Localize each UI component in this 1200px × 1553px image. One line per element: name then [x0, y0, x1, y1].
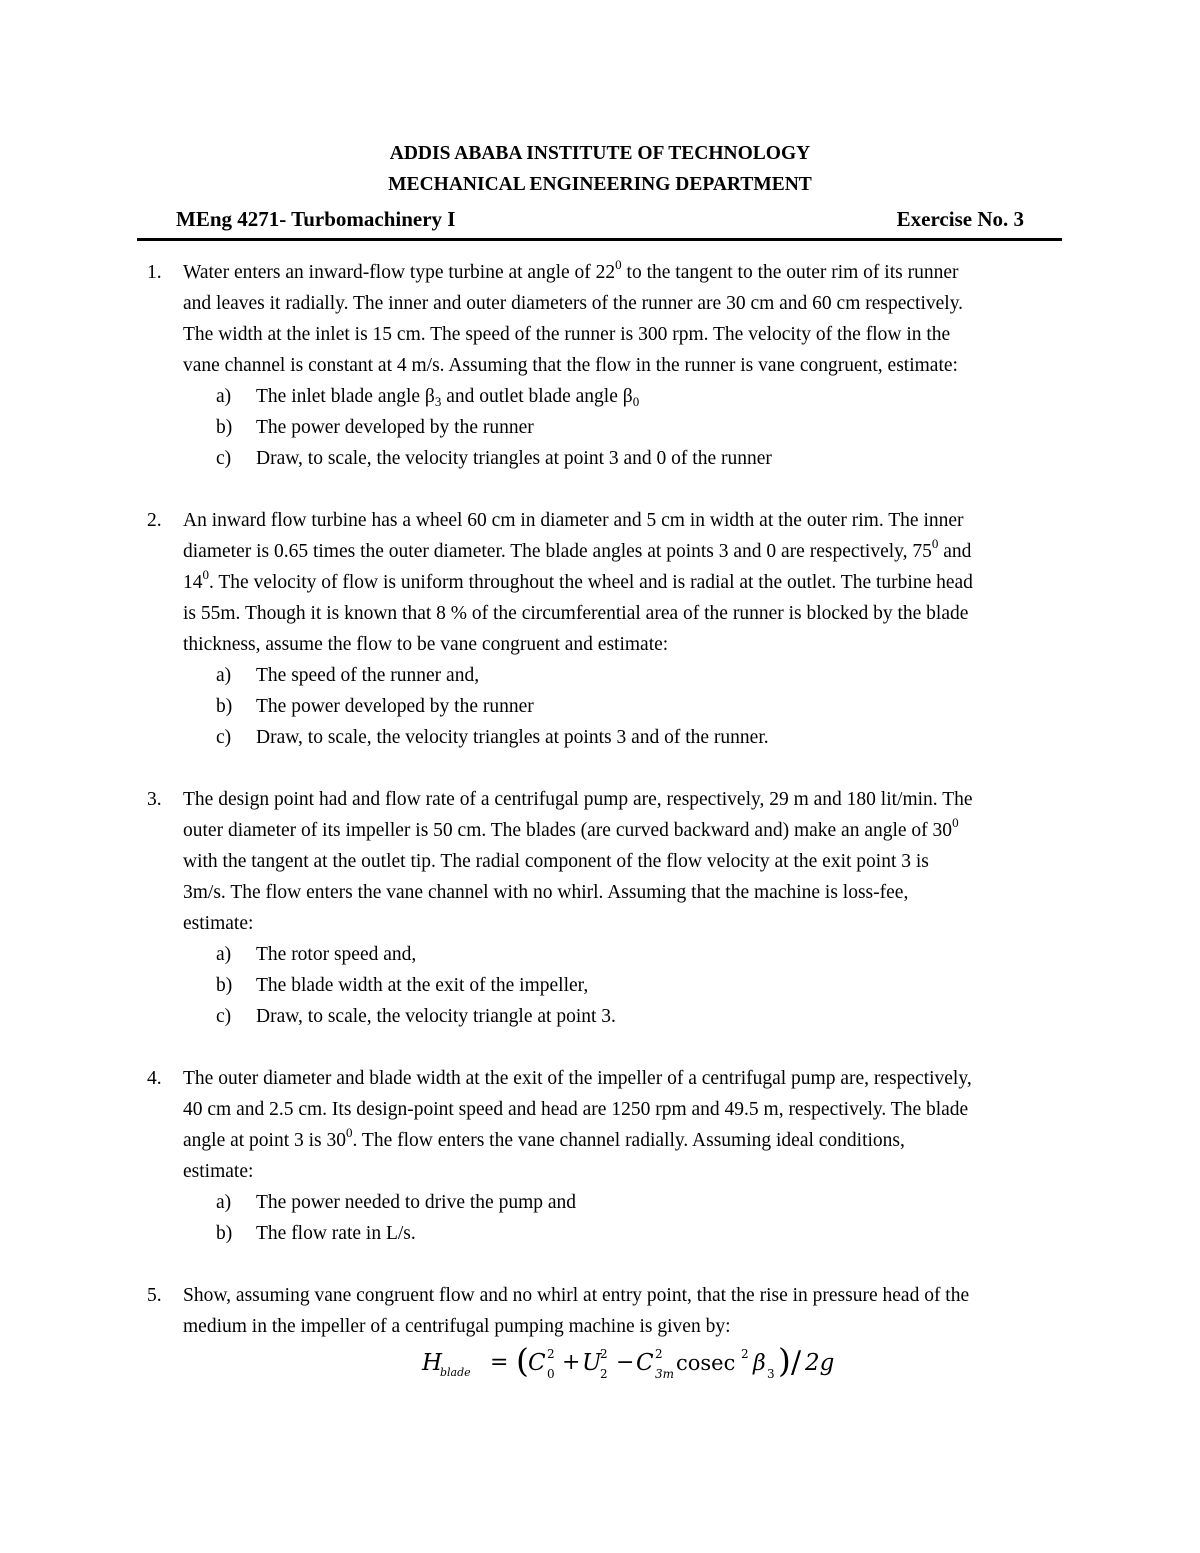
formula-cosec: cosec — [676, 1351, 736, 1375]
question-line: estimate: — [183, 913, 254, 934]
formula-beta: β — [753, 1351, 766, 1376]
formula-plus: + — [562, 1350, 581, 1375]
question-text — [183, 784, 1063, 939]
question-line: vane channel is constant at 4 m/s. Assuming that the flow in the runner is vane congruent, estimate: — [183, 355, 958, 376]
question-line: estimate: — [183, 1161, 254, 1182]
question-line: is 55m. Though it is known that 8 % of the circumferential area of the runner is blocked by the blade — [183, 603, 969, 624]
formula-H: H — [422, 1350, 443, 1376]
question-line: An inward flow turbine has a wheel 60 cm in diameter and 5 cm in width at the outer rim. The inner — [183, 510, 964, 531]
question-line: $14^0$. The velocity of flow is uniform throughout the wheel and is radial at the outlet. The turbine head — [183, 567, 973, 593]
question-line: medium in the impeller of a centrifugal pumping machine is given by: — [183, 1316, 731, 1337]
department-title: MECHANICAL ENGINEERING DEPARTMENT — [388, 174, 812, 195]
formula-U2-sup: 2 — [600, 1347, 608, 1361]
question-line: with the tangent at the outlet tip. The radial component of the flow velocity at the exit point 3 is — [183, 851, 929, 872]
question-number: 4. — [147, 1068, 162, 1089]
formula-2g: 2g — [805, 1350, 835, 1376]
pressure-head-formula — [420, 1336, 920, 1386]
question-number: 2. — [147, 510, 162, 531]
question-line: 3m/s. The flow enters the vane channel with no whirl. Assuming that the machine is loss-fee, — [183, 882, 909, 903]
exercise-number: Exercise No. 3 — [896, 207, 1024, 231]
question-line: 40 cm and 2.5 cm. Its design-point speed and head are 1250 rpm and 49.5 m, respectively. The blade — [183, 1099, 969, 1120]
formula-beta-sub: 3 — [767, 1367, 775, 1381]
formula-lparen: ( — [516, 1341, 529, 1380]
formula-C0-sup: 2 — [547, 1347, 555, 1361]
question-text — [183, 1280, 1063, 1342]
formula-H-sub: blade — [440, 1366, 471, 1379]
question-text — [183, 257, 1063, 381]
question-line: thickness, assume the flow to be vane congruent and estimate: — [183, 634, 669, 655]
question-line: The design point had and flow rate of a centrifugal pump are, respectively, 29 m and 180 lit/min. The — [183, 789, 973, 810]
question-number: 5. — [147, 1285, 162, 1306]
formula-cosec-sup: 2 — [741, 1347, 749, 1361]
formula-C0: C — [528, 1350, 546, 1376]
formula-C0-sub: 0 — [547, 1367, 555, 1381]
question-line: diameter is 0.65 times the outer diameter. The blade angles at points 3 and 0 are respectively, $75^0$ and — [183, 536, 972, 562]
formula-C3m-sup: 2 — [655, 1347, 663, 1361]
formula-slash: / — [791, 1345, 802, 1380]
question-line: angle at point 3 is $30^0$. The flow enters the vane channel radially. Assuming ideal conditions, — [183, 1125, 905, 1151]
question-text — [183, 505, 1063, 660]
formula-equals: = — [490, 1350, 509, 1375]
formula-U2: U — [582, 1350, 602, 1376]
institute-title: ADDIS ABABA INSTITUTE OF TECHNOLOGY — [389, 143, 811, 164]
question-line: Water enters an inward-flow type turbine at angle of $22^0$ to the tangent to the outer rim of its runner — [183, 257, 959, 283]
question-number: 1. — [147, 262, 162, 283]
question-number: 3. — [147, 789, 162, 810]
question-line: The outer diameter and blade width at the exit of the impeller of a centrifugal pump are, respectively, — [183, 1068, 972, 1089]
question-line: The width at the inlet is 15 cm. The speed of the runner is 300 rpm. The velocity of the flow in the — [183, 324, 951, 345]
question-line: Show, assuming vane congruent flow and no whirl at entry point, that the rise in pressure head of the — [183, 1285, 970, 1306]
question-line: and leaves it radially. The inner and outer diameters of the runner are 30 cm and 60 cm respectively. — [183, 293, 964, 314]
exercise-sheet: ADDIS ABABA INSTITUTE OF TECHNOLOGY MECHANICAL ENGINEERING DEPARTMENT MEng 4271- Turbomachinery I Exercise No. 3 1. Water enters an inward-flow type turbine at angle of $22^0$ to the tangent to the outer rim of its runner and leaves it radially. The inner and outer diameters of the runner are 30 cm and 60 cm respectively. The width at the inlet is 15 cm. The speed of the runner is 300 rpm. The velocity of the flow in the vane channel is constant at 4 m/s. Assuming that the flow in the runner is vane congruent, estimate: a) The inlet blade angle $\beta_3$ and outlet blade angle $\beta_0$ b) The power developed by the runner c) Draw, to scale, the velocity triangles at point 3 and 0 of the runner 2. An inward flow turbine has a wheel 60 cm in diameter and 5 cm in width at the outer rim. The inner diameter is 0.65 times the outer diameter. The blade angles at points 3 and 0 are respectively, $75^0$ and $14^0$. The velocity of flow is uniform throughout the wheel and is radial at the outlet. The turbine head is 55m. Though it is known that 8 % of the circumferential area of the runner is blocked by the blade thickness, assume the flow to be vane congruent and estimate: a) The speed of the runner and, b) The power developed by the runner c) Draw, to scale, the velocity triangles at points 3 and of the runner. 3. The design point had and flow rate of a centrifugal pump are, respectively, 29 m and 180 lit/min. The outer diameter of its impeller is 50 cm. The blades (are curved backward and) make an angle of $30^0$ with the tangent at the outlet tip. The radial component of the flow velocity at the exit point 3 is 3m/s. The flow enters the vane channel with no whirl. Assuming that the machine is loss-fee, estimate: a) The rotor speed and, b) The blade width at the exit of the impeller, c) Draw, to scale, the velocity triangle at point 3. 4. The outer diameter and blade width at the exit of the impeller of a centrifugal pump are, respectively, 40 cm and 2.5 cm. Its design-point speed and head are 1250 rpm and 49.5 m, respectively. The blade angle at point 3 is $30^0$. The flow enters the vane channel radially. Assuming ideal conditions, estimate: a) The power needed to drive the pump and b) The flow rate in L/s. 5. Show, assuming vane congruent flow and no whirl at entry point, that the rise in pressure head of the medium in the impeller of a centrifugal pumping machine is given by: H blade = ( C 2 0 + U 2 2 − C 2 3m cosec 2 β 3 ) / 2g — [0, 0, 1200, 1553]
formula-rparen: ) — [778, 1341, 791, 1380]
header-divider — [137, 238, 1062, 241]
question-text — [183, 1063, 1063, 1187]
question-line: outer diameter of its impeller is 50 cm. The blades (are curved backward and) make an angle of $30^0$ — [183, 815, 959, 841]
formula-C3m: C — [636, 1350, 654, 1376]
formula-minus: − — [616, 1350, 635, 1375]
formula-U2-sub: 2 — [600, 1367, 608, 1381]
formula-C3m-sub: 3m — [655, 1367, 675, 1381]
course-title: MEng 4271- Turbomachinery I — [176, 207, 456, 231]
